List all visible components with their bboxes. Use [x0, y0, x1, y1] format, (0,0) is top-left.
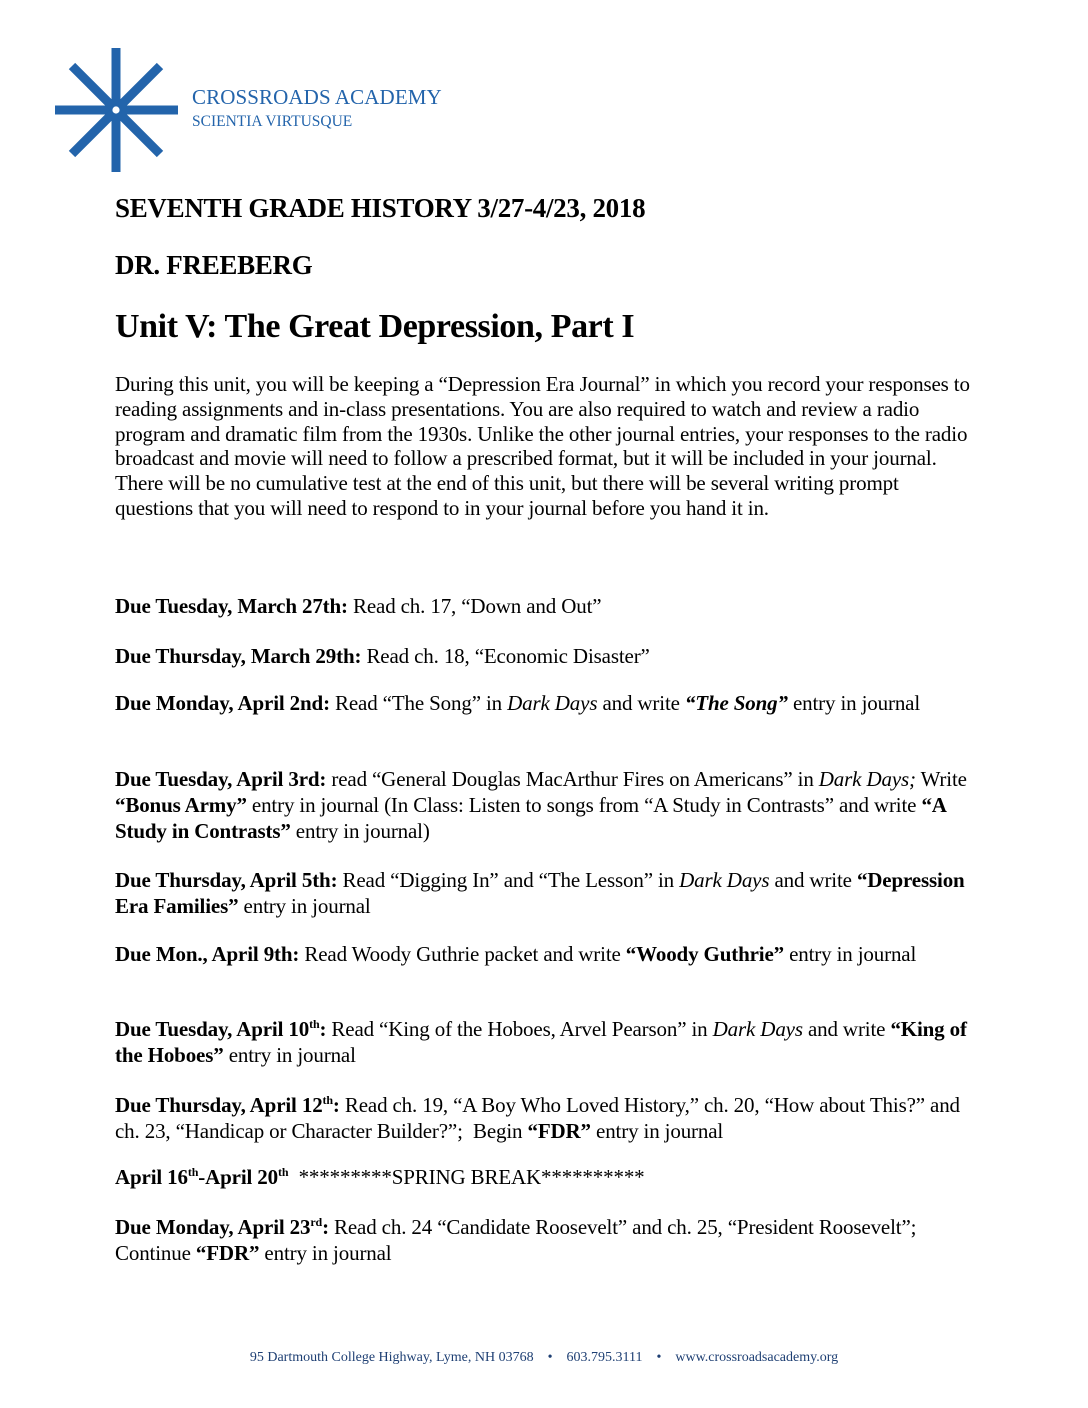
assignment-due-date: Due Thursday, April 12th:: [115, 1093, 340, 1117]
assignment-due-date: Due Monday, April 23rd:: [115, 1215, 329, 1239]
school-branding: [192, 85, 442, 132]
assignment-text: *********SPRING BREAK**********: [288, 1165, 645, 1189]
assignment-item: [115, 941, 975, 967]
assignment-text: “A Study in Contrasts”: [115, 793, 951, 843]
assignment-text: entry in journal: [223, 1043, 356, 1067]
crossroads-star-logo-icon: [52, 46, 182, 176]
assignment-text: and write: [769, 868, 857, 892]
assignment-item: [115, 867, 975, 919]
assignment-item: [115, 766, 975, 844]
school-motto: SCIENTIA VIRTUSQUE: [192, 113, 353, 130]
assignment-text: entry in journal: [783, 942, 917, 966]
assignment-text: Read “Digging In” and “The Lesson” in: [337, 868, 680, 892]
assignment-text: Read ch. 19, “A Boy Who Loved History,” ch. 20, “How about This?” and ch. 23, “Handicap or Character Builder?”; Begin: [115, 1093, 966, 1143]
assignment-text: “Bonus Army”: [115, 793, 247, 817]
footer-separator: •: [656, 1350, 662, 1365]
assignment-text: Read “King of the Hoboes, Arvel Pearson” in: [326, 1017, 713, 1041]
assignment-item: [115, 1092, 975, 1144]
assignment-text: and write: [597, 691, 685, 715]
assignment-item: [115, 643, 975, 669]
footer-address: 95 Dartmouth College Highway, Lyme, NH 03768: [249, 1350, 534, 1365]
assignment-text: entry in journal: [259, 1241, 392, 1265]
assignment-text: “FDR”: [527, 1119, 591, 1143]
assignment-text: Dark Days: [712, 1017, 803, 1041]
page-footer: [0, 1350, 1088, 1366]
unit-title: Unit V: The Great Depression, Part I: [115, 308, 635, 345]
assignment-due-date: April 16th-April 20th: [115, 1165, 289, 1189]
assignment-text: Dark Days;: [818, 767, 916, 791]
assignment-due-date: Due Tuesday, April 3rd:: [115, 767, 327, 791]
teacher-name: DR. FREEBERG: [115, 250, 313, 280]
assignment-text: Dark Days: [507, 691, 598, 715]
assignment-item: [115, 1016, 975, 1068]
assignment-text: Read “The Song” in: [329, 691, 508, 715]
assignment-text: “Woody Guthrie”: [625, 942, 784, 966]
assignment-text: Read ch. 18, “Economic Disaster”: [361, 644, 650, 668]
assignment-text: Dark Days: [679, 868, 770, 892]
course-title: SEVENTH GRADE HISTORY 3/27-4/23, 2018: [115, 193, 646, 223]
assignment-text: entry in journal: [590, 1119, 724, 1143]
assignment-text: Read ch. 24 “Candidate Roosevelt” and ch. 25, “President Roosevelt”; Continue: [115, 1215, 922, 1265]
assignment-due-date: Due Monday, April 2nd:: [115, 691, 330, 715]
assignment-text: Read Woody Guthrie packet and write: [299, 942, 626, 966]
assignment-due-date: Due Thursday, April 5th:: [115, 868, 338, 892]
assignment-item: [115, 593, 975, 619]
unit-introduction: During this unit, you will be keeping a “Depression Era Journal” in which you record your responses to reading assignments and in-class presentations. You are also required to watch and review a radio program and dramatic film from the 1930s. Unlike the other journal entries, your responses to the radio broadcast and movie will need to follow a prescribed format, but it will be included in your journal. There will be no cumulative test at the end of this unit, but there will be several writing prompt questions that you will need to respond to in your journal before you hand it in.: [115, 372, 970, 520]
assignment-text: entry in journal (In Class: Listen to songs from “A Study in Contrasts” and write: [246, 793, 922, 817]
assignment-text: and write: [802, 1017, 891, 1041]
assignment-text: entry in journal: [238, 894, 371, 918]
assignment-text: Read ch. 17, “Down and Out”: [347, 594, 602, 618]
footer-phone: 603.795.3111: [566, 1350, 643, 1365]
assignment-text: “King of the Hoboes”: [115, 1017, 972, 1067]
assignment-text: Write: [915, 767, 972, 791]
footer-website-link[interactable]: www.crossroadsacademy.org: [675, 1350, 839, 1365]
assignment-text: entry in journal): [290, 819, 430, 843]
assignment-due-date: Due Thursday, March 29th:: [115, 644, 362, 668]
footer-separator: •: [547, 1350, 553, 1365]
assignment-due-date: Due Tuesday, April 10th:: [115, 1017, 327, 1041]
assignment-item: [115, 1214, 975, 1266]
assignment-text: entry in journal: [787, 691, 921, 715]
assignment-item: [115, 1164, 975, 1190]
assignment-text: “FDR”: [195, 1241, 260, 1265]
assignment-text: read “General Douglas MacArthur Fires on Americans” in: [326, 767, 819, 791]
assignment-text: “The Song”: [684, 691, 788, 715]
assignment-due-date: Due Tuesday, March 27th:: [115, 594, 348, 618]
assignment-text: “Depression Era Families”: [115, 868, 970, 918]
assignment-item: [115, 690, 975, 716]
assignment-due-date: Due Mon., April 9th:: [115, 942, 300, 966]
school-name: CROSSROADS ACADEMY: [192, 85, 442, 109]
